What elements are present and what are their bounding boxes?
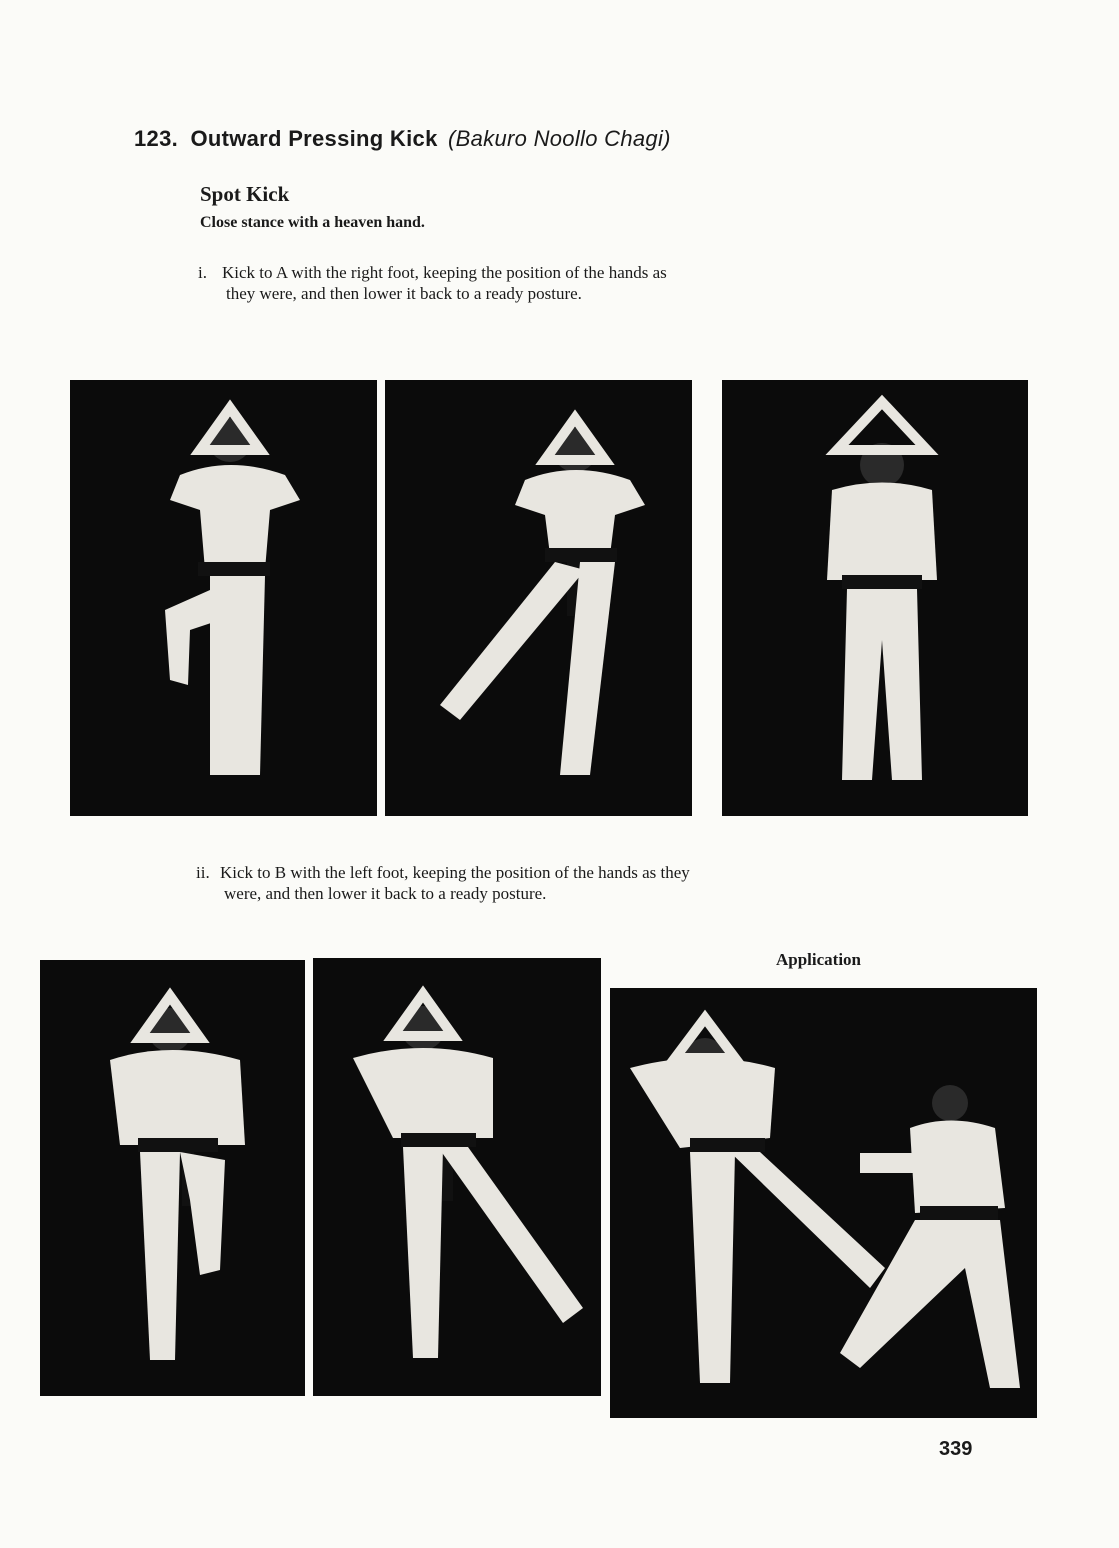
step-1-text xyxy=(198,262,938,304)
figure-kick-extended-illustration xyxy=(385,380,692,816)
step-2-text xyxy=(196,862,936,904)
step-1-label: i. xyxy=(198,263,207,282)
spot-kick-title: Spot Kick xyxy=(200,182,290,206)
step-2-label: ii. xyxy=(196,863,210,882)
step-1-line-2: they were, and then lower it back to a ready posture. xyxy=(226,284,582,303)
photo-step-1-knee-raise xyxy=(70,380,377,816)
figure-left-kick-extended-illustration xyxy=(313,958,601,1396)
application-label: Application xyxy=(776,950,862,969)
step-1-line-1: Kick to A with the right foot, keeping the position of the hands as xyxy=(222,263,667,282)
figure-left-knee-raise-illustration xyxy=(40,960,305,1396)
heading-subtitle: (Bakuro Noollo Chagi) xyxy=(448,126,671,151)
figure-ready-posture-illustration xyxy=(722,380,1028,816)
photo-step-2-knee-raise xyxy=(40,960,305,1396)
stance-description: Close stance with a heaven hand. xyxy=(200,214,425,231)
photo-step-1-ready-posture xyxy=(722,380,1028,816)
page-number: 339 xyxy=(939,1438,973,1460)
photo-step-2-kick-extended xyxy=(313,958,601,1396)
figure-knee-raise-illustration xyxy=(70,380,377,816)
section-heading xyxy=(134,126,671,152)
photo-step-1-kick-extended xyxy=(385,380,692,816)
step-2-line-2: were, and then lower it back to a ready posture. xyxy=(224,884,547,903)
heading-title: Outward Pressing Kick xyxy=(190,126,438,151)
heading-number: 123. xyxy=(134,126,179,151)
photo-application-two-person xyxy=(610,988,1037,1418)
step-2-line-1: Kick to B with the left foot, keeping the position of the hands as they xyxy=(220,863,690,882)
figure-application-illustration xyxy=(610,988,1037,1418)
